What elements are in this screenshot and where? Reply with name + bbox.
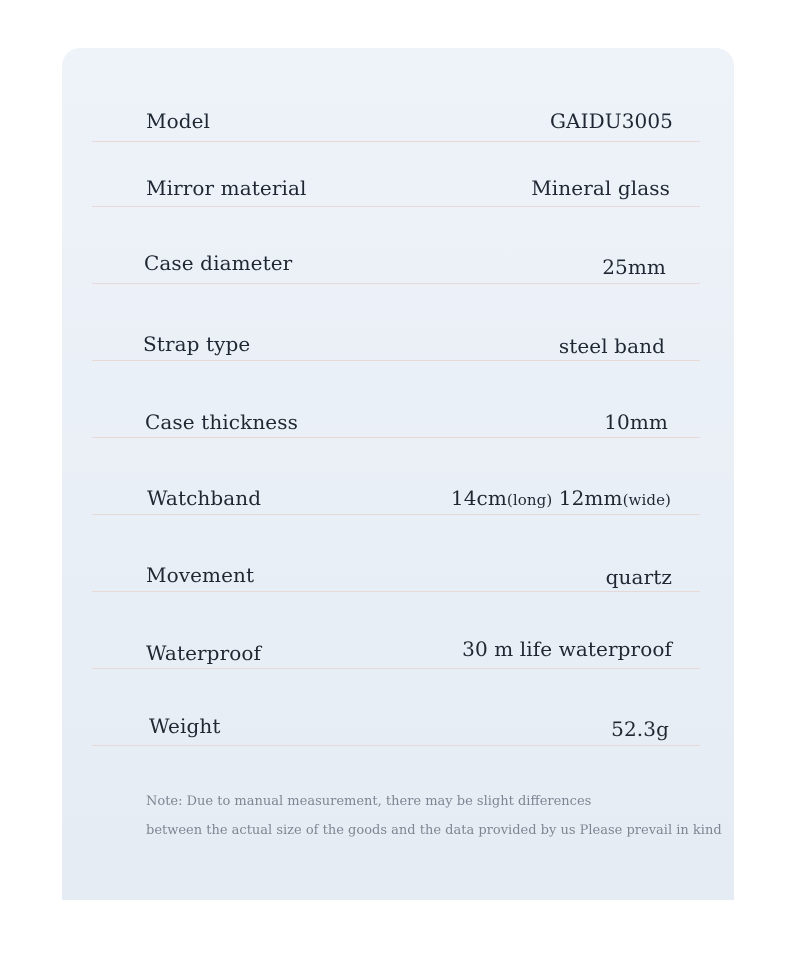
watchband-length-unit: (long) bbox=[506, 491, 553, 509]
spec-label: Weight bbox=[149, 714, 221, 738]
spec-label: Waterproof bbox=[146, 641, 262, 665]
row-divider bbox=[92, 668, 700, 669]
row-divider bbox=[92, 591, 700, 592]
spec-label: Mirror material bbox=[146, 176, 307, 200]
row-divider bbox=[92, 745, 700, 746]
spec-value: steel band bbox=[558, 334, 665, 358]
row-divider bbox=[92, 141, 700, 142]
spec-value: 10mm bbox=[604, 410, 668, 434]
spec-value: GAIDU3005 bbox=[549, 109, 673, 133]
note-line-1: Note: Due to manual measurement, there may be slight differences bbox=[146, 794, 592, 809]
spec-value: 30 m life waterproof bbox=[462, 637, 672, 661]
watchband-length: 14cm bbox=[450, 486, 507, 510]
spec-value: 25mm bbox=[602, 255, 666, 279]
spec-label: Strap type bbox=[143, 332, 251, 356]
spec-label: Case diameter bbox=[144, 251, 293, 275]
spec-label: Case thickness bbox=[145, 410, 298, 434]
spec-value: Mineral glass bbox=[531, 176, 670, 200]
spec-value: 52.3g bbox=[611, 717, 669, 741]
row-divider bbox=[92, 437, 700, 438]
spec-value bbox=[451, 486, 671, 510]
spec-label: Movement bbox=[146, 563, 255, 587]
watchband-width: 12mm bbox=[552, 486, 623, 510]
row-divider bbox=[92, 283, 700, 284]
spec-label: Model bbox=[146, 109, 211, 133]
row-divider bbox=[92, 360, 700, 361]
note-line-2: between the actual size of the goods and the data provided by us Please prevail in kind bbox=[146, 823, 722, 838]
row-divider bbox=[92, 514, 700, 515]
watchband-width-unit: (wide) bbox=[622, 491, 671, 509]
spec-label: Watchband bbox=[147, 486, 262, 510]
row-divider bbox=[92, 206, 700, 207]
spec-value: quartz bbox=[605, 565, 672, 589]
